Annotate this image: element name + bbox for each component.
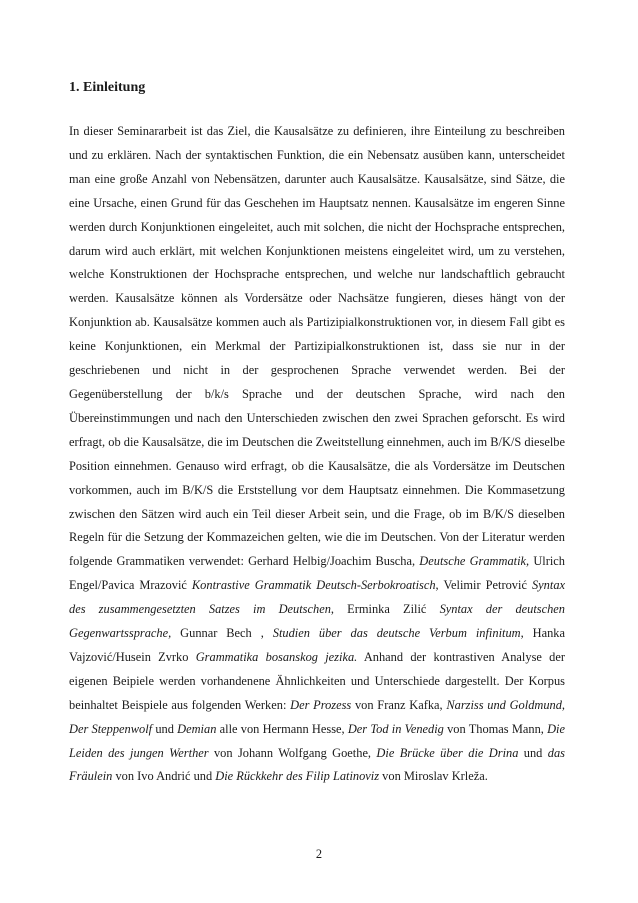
italic-title-run: Grammatika bosanskog jezika. — [195, 649, 358, 664]
text-run: von Miroslav Krleža. — [379, 769, 488, 784]
text-run: von Johann Wolfgang Goethe, — [208, 745, 377, 760]
text-run: Hanka Vajzović/Husein Zvrko — [69, 626, 565, 664]
text-run: , Erminka Zilić — [330, 602, 440, 617]
text-run: alle von Hermann Hesse, — [216, 721, 348, 736]
section-heading: 1. Einleitung — [69, 80, 146, 95]
text-run: Ulrich Engel/Pavica Mrazović — [69, 554, 565, 593]
text-run: Anhand der kontrastiven Analyse der eigenen Beipiele werden vorhandenene Ähnlichkeiten und Unterschiede dargestellt. Der Korpus beinhaltet Beispiele aus folgenden Werken: — [69, 649, 565, 712]
italic-title-run: Demian — [177, 721, 217, 736]
italic-title-run: Die Brücke über die Drina — [376, 745, 519, 760]
introduction-paragraph — [69, 120, 565, 789]
italic-title-run: Die Leiden des jungen Werther — [69, 721, 565, 760]
text-run: von Franz Kafka, — [351, 697, 447, 712]
italic-title-run: Die Rückkehr des Filip Latinoviz — [215, 769, 380, 784]
text-run: von Thomas Mann, — [443, 721, 548, 736]
italic-title-run: Narziss und Goldmund, Der Steppenwolf — [69, 697, 566, 736]
italic-title-run: Kontrastive Grammatik Deutsch-Serbokroatisch — [191, 578, 436, 593]
text-run: und — [518, 745, 548, 760]
text-run: In dieser Seminararbeit ist das Ziel, die Kausalsätze zu definieren, ihre Einteilung zu beschreiben und zu erklären. Nach der syntaktischen Funktion, die ein Nebensatz ausüben kann, unterscheidet man eine große Anzahl von Nebensätzen, darunter auch Kausalsätze. Kausalsätze, sind Sätze, die eine Ursache, einen Grund für das Geschehen im Hauptsatz nennen. Kausalsätze im engeren Sinne werden durch Konjunktionen eingeleitet, auch mit solchen, die nicht der Hochsprache entsprechen, darum wird auch erklärt, mit welchen Konjunktionen meistens eingeleitet wird, um zu verstehen, welche Konstruktionen der Hochsprache entsprechen, und welche nur landschaftlich gebraucht werden. Kausalsätze können als Vordersätze oder Nachsätze fungieren, dieses hängt von der Konjunktion ab. Kausalsätze kommen auch als Partizipialkonstruktionen vor, in diesem Fall gibt es keine Konjunktionen, ein Merkmal der Partizipialkonstruktionen ist, dass sie nur in der geschriebenen und nicht in der gesprochenen Sprache verwendet werden. Bei der Gegenüberstellung der b/k/s Sprache und der deutschen Sprache, wird nach den Übereinstimmungen und nach den Unterschieden zwischen den zwei Sprachen geforscht. Es wird erfragt, ob die Kausalsätze, die im Deutschen die Zweitstellung einnehmen, auch im B/K/S dieselbe Position einnehmen. Genauso wird erfragt, ob die Kausalsätze, die als Vordersätze im Deutschen vorkommen, auch im B/K/S die Erststellung vor dem Hauptsatz einnehmen. Die Kommasetzung zwischen den Sätzen wird auch ein Teil dieser Arbeit sein, und die Frage, ob im B/K/S dieselben Regeln für die Setzung der Kommazeichen gelten, wie die im Deutschen. Von der Literatur werden folgende Grammatiken verwendet: Gerhard Helbig/Joachim Buscha, — [69, 124, 565, 569]
italic-title-run: Der Prozess — [290, 697, 352, 712]
italic-title-run: Studien über das deutsche Verbum infinitum, — [272, 626, 524, 641]
italic-title-run: Syntax der deutschen Gegenwartssprache, — [69, 602, 566, 641]
text-run: , Velimir Petrović — [435, 578, 532, 593]
italic-title-run: Deutsche Grammatik, — [419, 554, 530, 569]
text-run: und — [152, 721, 178, 736]
italic-title-run: das Fräulein — [69, 745, 565, 784]
page-number: 2 — [315, 847, 323, 861]
text-run: von Ivo Andrić und — [112, 769, 216, 784]
italic-title-run: Syntax des zusammengesetzten Satzes im Deutschen — [69, 578, 566, 617]
italic-title-run: Der Tod in Venedig — [347, 721, 444, 736]
text-run: Gunnar Bech , — [171, 626, 273, 641]
